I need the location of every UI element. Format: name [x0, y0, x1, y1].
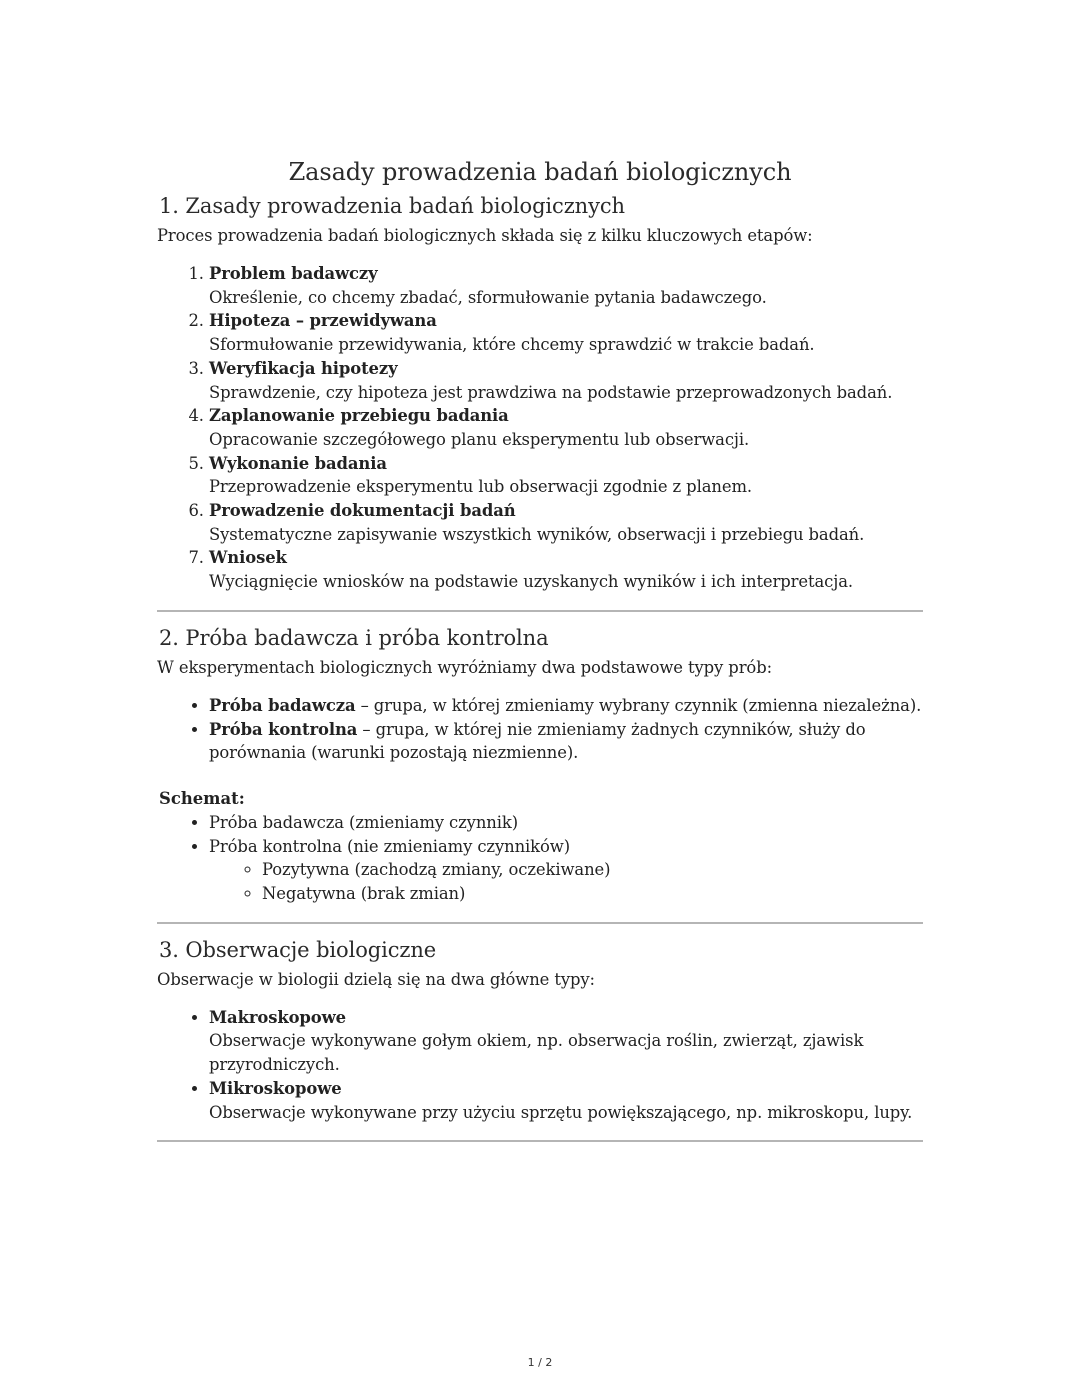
section-research-principles	[157, 194, 923, 594]
list-item	[209, 694, 923, 718]
step-title: Wykonanie badania	[209, 453, 387, 473]
list-item	[209, 309, 923, 356]
schema-list	[157, 811, 923, 906]
item-description: – grupa, w której nie zmieniamy żadnych czynników, służy do porównania (warunki pozostają niezmienne).	[209, 719, 866, 763]
step-description: Sprawdzenie, czy hipoteza jest prawdziwa na podstawie przeprowadzonych badań.	[209, 382, 893, 402]
step-title: Prowadzenie dokumentacji badań	[209, 501, 516, 521]
samples-list	[157, 694, 923, 765]
item-description: – grupa, w której zmieniamy wybrany czynnik (zmienna niezależna).	[355, 695, 922, 715]
list-item: • Próba badawcza (zmieniamy czynnik)	[209, 811, 923, 835]
section-divider	[157, 610, 923, 612]
observations-list	[157, 1006, 923, 1125]
list-item: ◦ Negatywna (brak zmian)	[262, 882, 923, 906]
steps-list	[157, 262, 923, 594]
step-title: Hipoteza – przewidywana	[209, 311, 437, 331]
step-title: Weryfikacja hipotezy	[209, 358, 398, 378]
step-description: Przeprowadzenie eksperymentu lub obserwacji zgodnie z planem.	[209, 477, 752, 497]
step-description: Sformułowanie przewidywania, które chcemy sprawdzić w trakcie badań.	[209, 335, 815, 355]
section-heading: 3. Obserwacje biologiczne	[159, 937, 437, 962]
document-title: Zasady prowadzenia badań biologicznych	[288, 158, 792, 186]
step-title: Problem badawczy	[209, 264, 378, 283]
list-item	[209, 718, 923, 765]
item-title: Próba kontrolna	[209, 719, 358, 739]
step-description: Systematyczne zapisywanie wszystkich wyników, obserwacji i przebiegu badań.	[209, 524, 865, 544]
list-item	[209, 262, 923, 309]
item-description: Obserwacje wykonywane gołym okiem, np. obserwacja roślin, zwierząt, zjawisk przyrodniczych.	[209, 1031, 864, 1075]
item-text: Próba kontrolna (nie zmieniamy czynników)	[209, 836, 570, 856]
section-intro: Proces prowadzenia badań biologicznych składa się z kilku kluczowych etapów:	[157, 226, 813, 245]
list-item	[209, 1077, 923, 1124]
list-item	[209, 357, 923, 404]
list-item	[209, 404, 923, 451]
list-item	[209, 452, 923, 499]
list-item	[209, 546, 923, 593]
item-title: Mikroskopowe	[209, 1078, 342, 1098]
item-description: Obserwacje wykonywane przy użyciu sprzętu powiększającego, np. mikroskopu, lupy.	[209, 1102, 913, 1122]
document-page	[157, 158, 923, 1156]
section-observations	[157, 938, 923, 1125]
section-intro: Obserwacje w biologii dzielą się na dwa główne typy:	[157, 969, 595, 989]
section-samples	[157, 626, 923, 906]
step-description: Określenie, co chcemy zbadać, sformułowanie pytania badawczego.	[209, 287, 767, 307]
section-heading: 1. Zasady prowadzenia badań biologicznych	[159, 194, 625, 218]
step-title: Wniosek	[209, 548, 287, 568]
item-title: Makroskopowe	[209, 1007, 346, 1027]
list-item	[209, 499, 923, 546]
step-title: Zaplanowanie przebiegu badania	[209, 406, 509, 426]
schema-sublist	[209, 858, 923, 905]
section-intro: W eksperymentach biologicznych wyróżniamy dwa podstawowe typy prób:	[157, 657, 773, 677]
list-item	[209, 835, 923, 906]
section-heading: 2. Próba badawcza i próba kontrolna	[159, 625, 549, 650]
item-title: Próba badawcza	[209, 695, 356, 715]
schema-label: Schemat:	[159, 788, 245, 808]
step-description: Opracowanie szczegółowego planu eksperymentu lub obserwacji.	[209, 429, 750, 449]
section-divider	[157, 1140, 923, 1142]
list-item	[209, 1006, 923, 1077]
list-item: ◦ Pozytywna (zachodzą zmiany, oczekiwane)	[262, 858, 923, 882]
step-description: Wyciągnięcie wniosków na podstawie uzyskanych wyników i ich interpretacja.	[209, 572, 854, 592]
section-divider	[157, 922, 923, 924]
page-number: 1 / 2	[527, 1356, 553, 1369]
